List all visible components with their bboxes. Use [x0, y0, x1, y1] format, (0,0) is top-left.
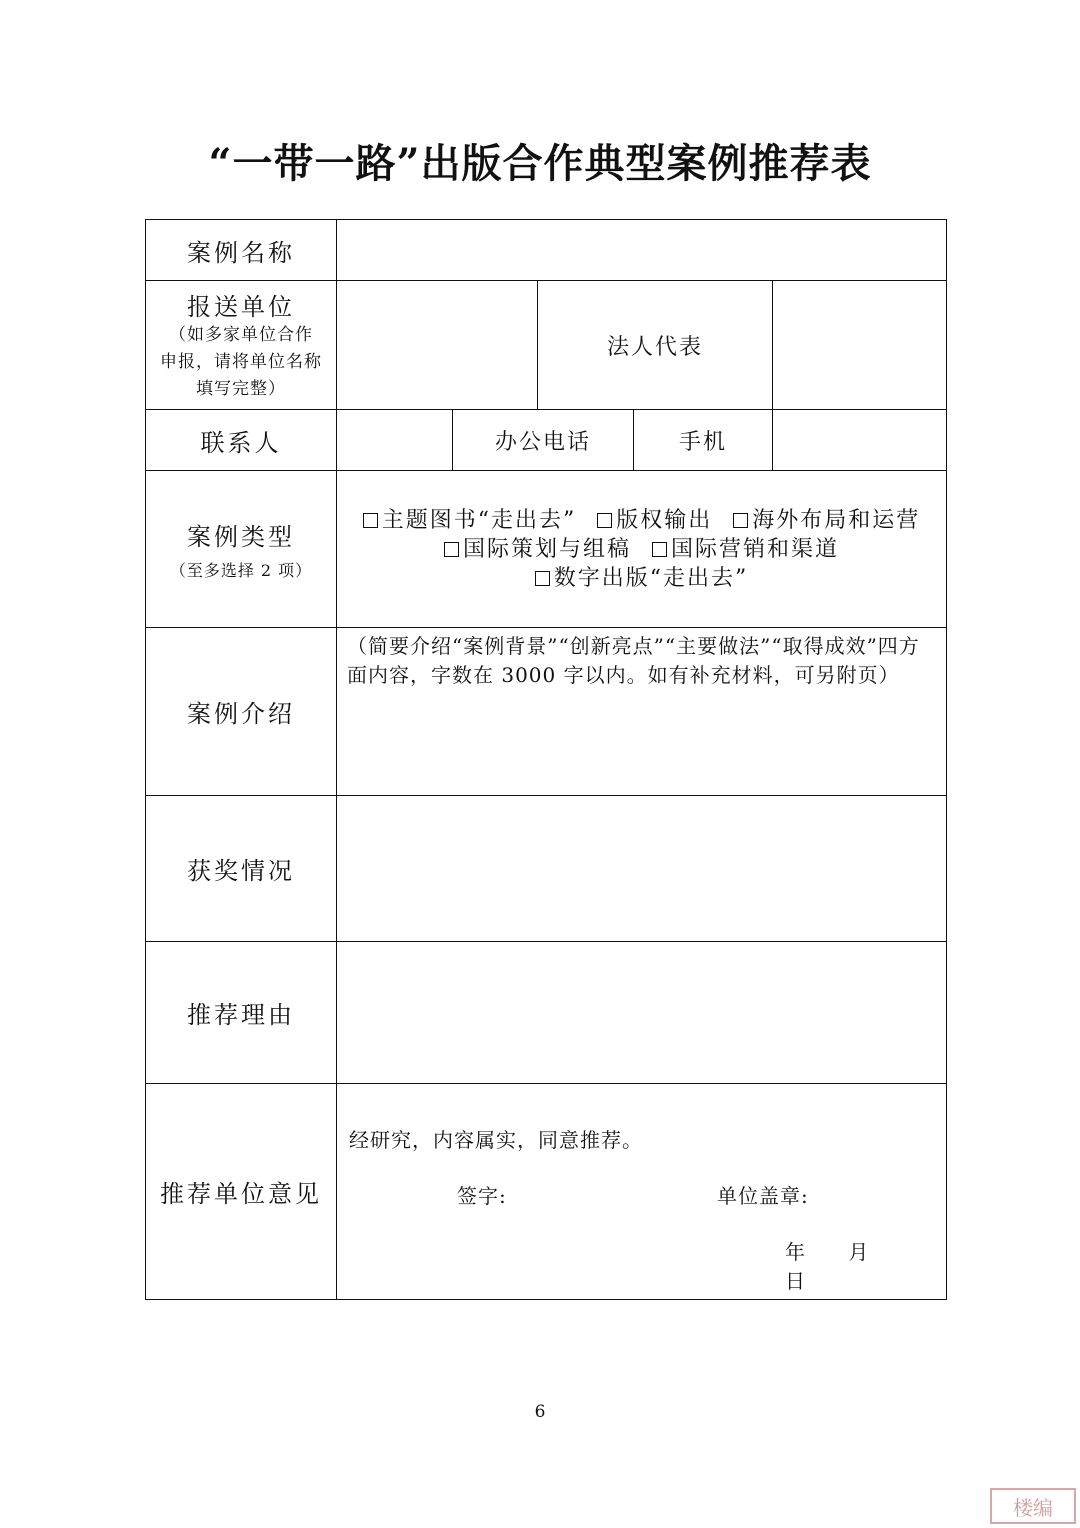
case-name-label: 案例名称 [187, 238, 295, 267]
case-type-option-label: 国际策划与组稿 [463, 536, 632, 562]
case-type-option[interactable] [733, 506, 920, 535]
reason-input-cell[interactable] [337, 942, 947, 1084]
legal-rep-label: 法人代表 [606, 334, 703, 360]
checkbox-icon[interactable] [363, 513, 378, 528]
submitting-unit-row [146, 281, 947, 410]
reason-label-cell [146, 942, 337, 1084]
mobile-label-cell [634, 410, 773, 471]
recommendation-form-table [145, 219, 947, 1300]
opinion-label: 推荐单位意见 [160, 1180, 322, 1208]
contact-input-cell[interactable] [337, 410, 453, 471]
case-type-option[interactable] [652, 535, 839, 564]
case-intro-label: 案例介绍 [187, 700, 295, 728]
reason-label: 推荐理由 [187, 1001, 295, 1029]
signature-label: 签字: [457, 1184, 507, 1208]
reason-row [146, 942, 947, 1084]
case-type-option[interactable] [444, 535, 631, 564]
awards-label: 获奖情况 [187, 857, 295, 885]
case-type-label: 案例类型 [187, 523, 295, 551]
case-intro-hint: （简要介绍“案例背景”“创新亮点”“主要做法”“取得成效”四方面内容，字数在 3000 字以内。如有补充材料，可另附页） [347, 634, 920, 687]
submitting-unit-note-line-3: 填写完整） [196, 379, 286, 399]
case-type-option-label: 主题图书“走出去” [381, 507, 577, 533]
case-intro-input-cell[interactable] [337, 628, 947, 796]
date-month-label: 月 [848, 1240, 871, 1264]
contact-label-cell [146, 410, 337, 471]
case-type-option-label: 数字出版“走出去” [553, 565, 749, 591]
legal-rep-input-cell[interactable] [773, 281, 947, 410]
case-type-row [146, 471, 947, 628]
date-year-label: 年 [785, 1240, 807, 1264]
contact-row [146, 410, 947, 471]
opinion-text: 经研究，内容属实，同意推荐。 [349, 1128, 643, 1152]
case-type-option-label: 版权输出 [616, 507, 713, 533]
page-number: 6 [534, 1402, 546, 1422]
submitting-unit-input-cell[interactable] [337, 281, 538, 410]
case-intro-label-cell [146, 628, 337, 796]
case-type-option[interactable] [535, 564, 749, 593]
date-day-label: 日 [785, 1269, 807, 1293]
case-type-label-cell [146, 471, 337, 628]
watermark-text: 楼编 [1013, 1495, 1053, 1520]
checkbox-icon[interactable] [597, 513, 612, 528]
case-type-line-2 [337, 535, 946, 564]
checkbox-icon[interactable] [444, 542, 459, 557]
case-type-note: （至多选择 2 项） [169, 561, 313, 580]
awards-label-cell [146, 796, 337, 942]
checkbox-icon[interactable] [652, 542, 667, 557]
opinion-input-cell[interactable] [337, 1084, 947, 1300]
submitting-unit-note-line-1: （如多家单位合作 [169, 325, 313, 345]
awards-row [146, 796, 947, 942]
opinion-label-cell [146, 1084, 337, 1300]
mobile-input-cell[interactable] [773, 410, 947, 471]
case-type-line-1 [337, 506, 946, 535]
checkbox-icon[interactable] [535, 571, 550, 586]
watermark-seal-icon [990, 1488, 1076, 1524]
case-type-options [337, 471, 947, 628]
opinion-row [146, 1084, 947, 1300]
date-fields [785, 1236, 946, 1294]
case-intro-row [146, 628, 947, 796]
seal-label: 单位盖章: [717, 1184, 809, 1208]
awards-input-cell[interactable] [337, 796, 947, 942]
case-type-option[interactable] [363, 506, 577, 535]
contact-label: 联系人 [200, 428, 282, 457]
submitting-unit-label-cell [146, 281, 337, 410]
case-type-line-3 [337, 564, 946, 593]
mobile-label: 手机 [678, 429, 727, 455]
submitting-unit-note-line-2: 申报，请将单位名称 [160, 352, 322, 372]
office-phone-label: 办公电话 [494, 429, 591, 455]
case-type-option-label: 海外布局和运营 [752, 507, 921, 533]
legal-rep-label-cell [538, 281, 773, 410]
case-type-option[interactable] [597, 506, 712, 535]
case-name-input-cell[interactable] [337, 220, 947, 281]
document-title: “一带一路”出版合作典型案例推荐表 [208, 140, 872, 187]
case-type-option-label: 国际营销和渠道 [671, 536, 840, 562]
office-phone-label-cell [453, 410, 634, 471]
case-name-label-cell [146, 220, 337, 281]
checkbox-icon[interactable] [733, 513, 748, 528]
case-name-row [146, 220, 947, 281]
submitting-unit-label: 报送单位 [187, 293, 295, 321]
